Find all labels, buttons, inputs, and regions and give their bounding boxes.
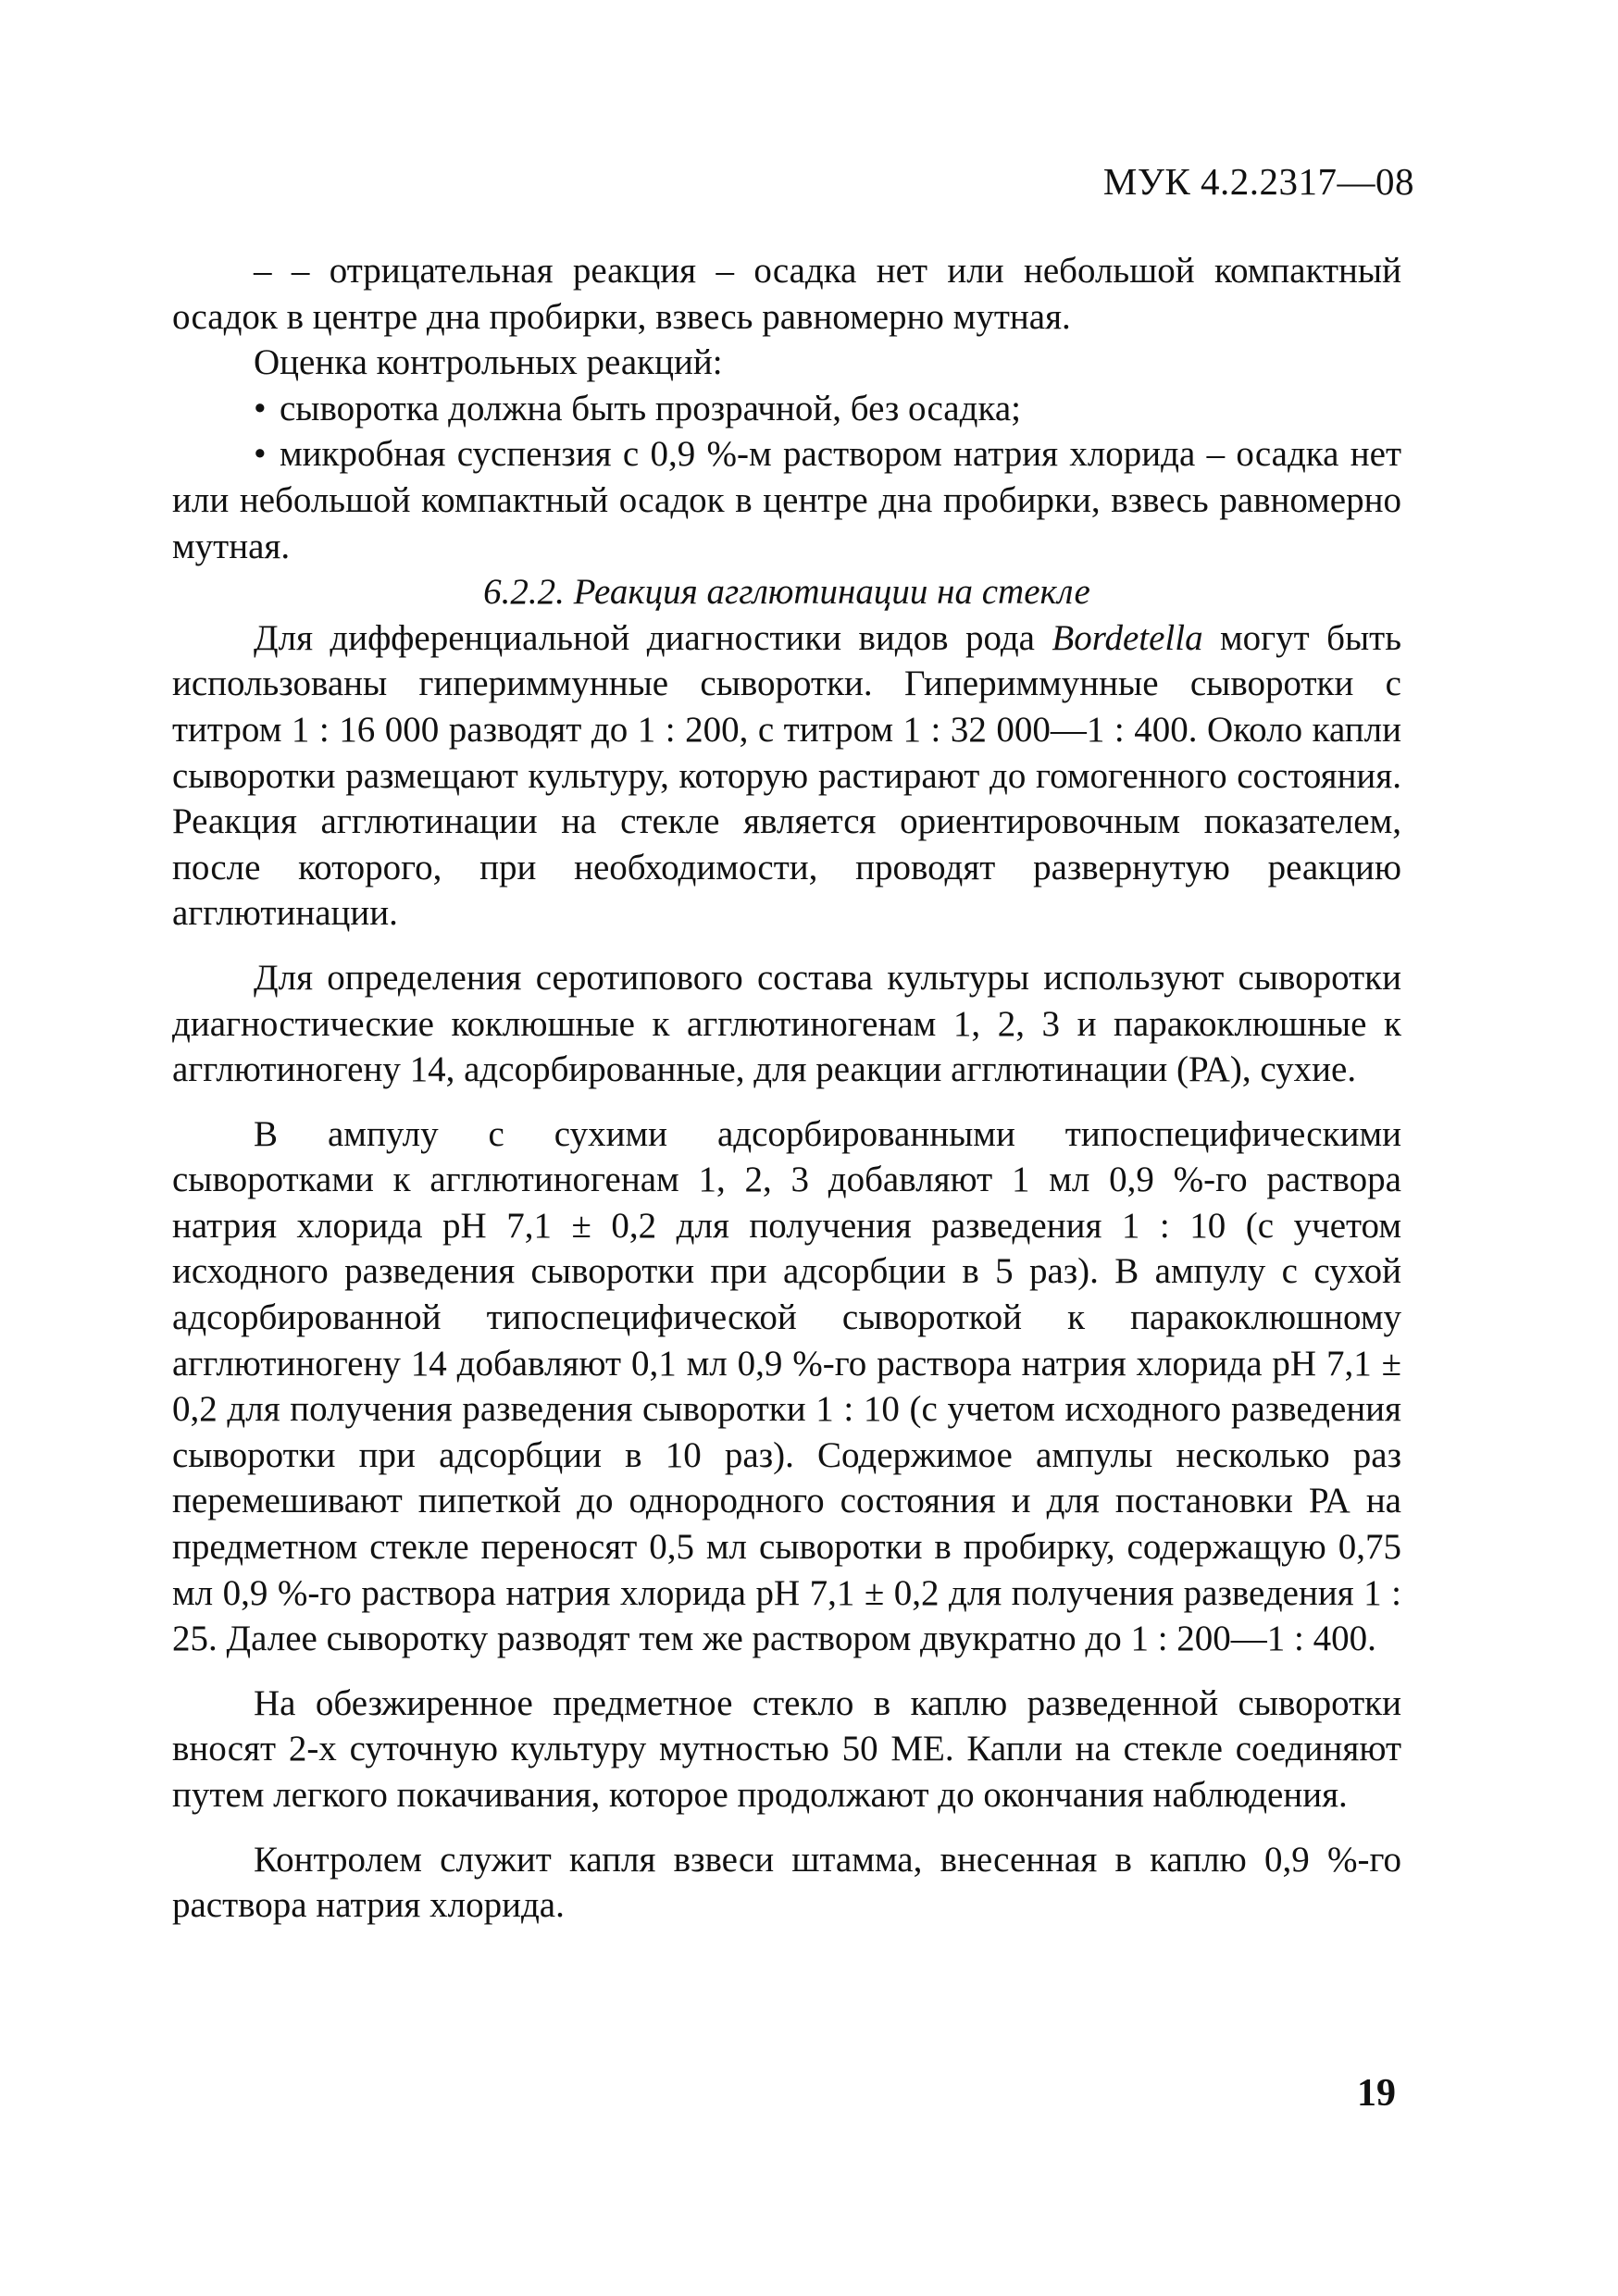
paragraph-serotype: Для определения серотипового состава культуры используют сыворотки диагностические коклюшные к агглютиногенам 1, 2, 3 и паракоклюшные к агглютиногену 14, адсорбированные, для реакции агглютинации (РА), сухие. bbox=[172, 957, 1401, 1090]
bullet-item-suspension-text: микробная суспензия с 0,9 %-м раствором натрия хлорида – осадка нет или небольшой компактный осадок в центре дна пробирки, взвесь равномерно мутная. bbox=[172, 434, 1401, 566]
document-code: МУК 4.2.2317—08 bbox=[1102, 160, 1414, 203]
paragraph-control-evaluation: Оценка контрольных реакций: bbox=[254, 342, 723, 383]
paragraph-text: могут быть использованы гипериммунные сыворотки. Гипериммунные сыворотки с титром 1 : 16 000 разводят до 1 : 200, с титром 1 : 32 000—1 : 400. Около капли сыворотки размещают культуру, которую растирают до гомогенного состояния. Реакция агглютинации на стекле является ориентировочным показателем, после которого, при необходимости, проводят развернутую реакцию агглютинации. bbox=[172, 617, 1401, 934]
bullet-icon: • bbox=[254, 434, 267, 475]
bullet-item-suspension bbox=[172, 431, 1401, 569]
page-body bbox=[172, 248, 1401, 1929]
paragraph-ampoule: В ампулу с сухими адсорбированными типоспецифическими сыворотками к агглютиногенам 1, 2, 3 добавляют 1 мл 0,9 %-го раствора натрия хлорида рН 7,1 ± 0,2 для получения разведения 1 : 10 (с учетом исходного разведения сыворотки при адсорбции в 5 раз). В ампулу с сухой адсорбированной типоспецифической сывороткой к паракоклюшному агглютиногену 14 добавляют 0,1 мл 0,9 %-го раствора натрия хлорида рН 7,1 ± 0,2 для получения разведения сыворотки 1 : 10 (с учетом исходного разведения сыворотки при адсорбции в 10 раз). Содержимое ампулы несколько раз перемешивают пипеткой до однородного состояния и для постановки РА на предметном стекле переносят 0,5 мл сыворотки в пробирку, содержащую 0,75 мл 0,9 %-го раствора натрия хлорида рН 7,1 ± 0,2 для получения разведения 1 : 25. Далее сыворотку разводят тем же раствором двукратно до 1 : 200—1 : 400. bbox=[172, 1113, 1401, 1659]
genus-name: Bordetella bbox=[1052, 617, 1203, 658]
page-number: 19 bbox=[1357, 2072, 1396, 2115]
paragraph-slide: На обезжиренное предметное стекло в каплю разведенной сыворотки вносят 2-х суточную культуру мутностью 50 МЕ. Капли на стекле соединяют путем легкого покачивания, которое продолжают до окончания наблюдения. bbox=[172, 1682, 1401, 1815]
paragraph-text: Для дифференциальной диагностики видов рода bbox=[254, 617, 1052, 658]
section-heading: 6.2.2. Реакция агглютинации на стекле bbox=[483, 572, 1090, 613]
bullet-item-serum bbox=[172, 386, 1401, 432]
paragraph-negative-reaction: – – отрицательная реакция – осадка нет или небольшой компактный осадок в центре дна пробирки, взвесь равномерно мутная. bbox=[172, 251, 1401, 337]
bullet-item-serum-text: сыворотка должна быть прозрачной, без осадка; bbox=[280, 388, 1021, 428]
bullet-icon: • bbox=[254, 388, 267, 428]
paragraph-control: Контролем служит капля взвеси штамма, внесенная в каплю 0,9 %-го раствора натрия хлорида. bbox=[172, 1839, 1401, 1926]
paragraph-differential-diagnostics bbox=[172, 615, 1401, 937]
